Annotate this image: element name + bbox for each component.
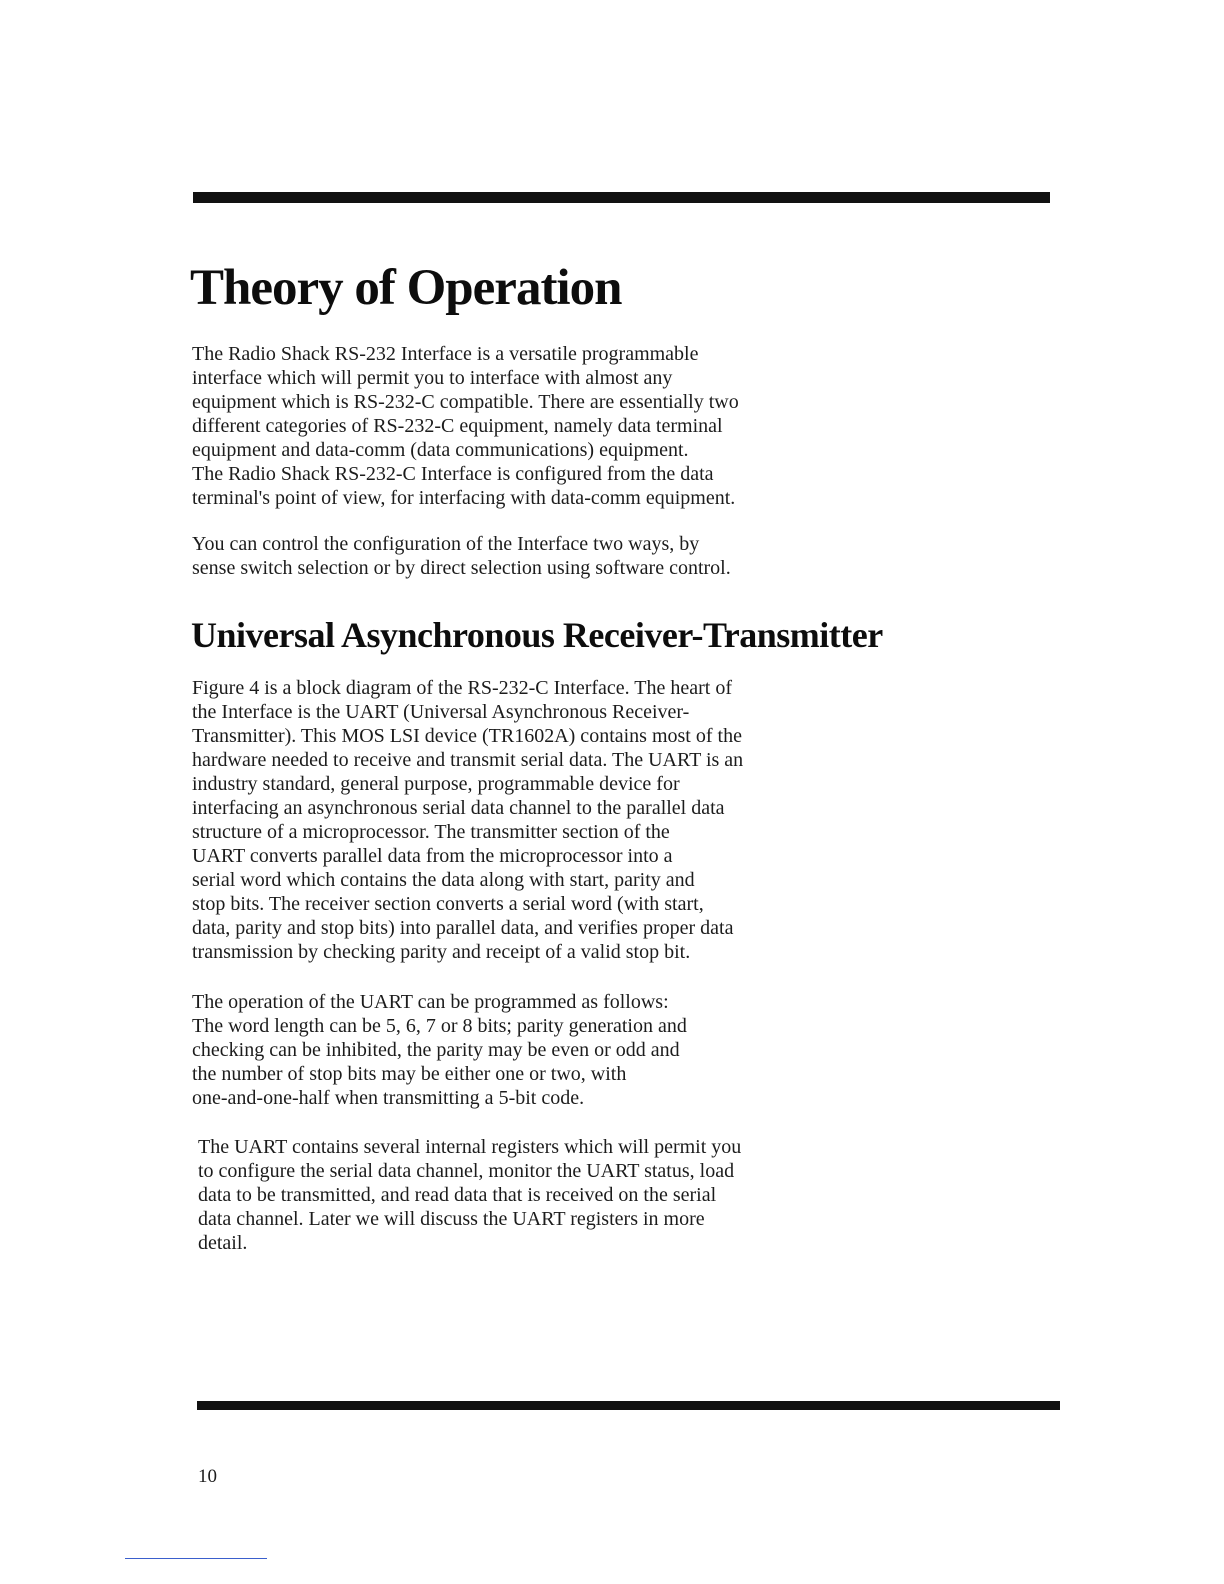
top-rule (193, 192, 1050, 203)
text-line: equipment which is RS-232-C compatible. There are essentially two (192, 391, 739, 413)
text-line: The operation of the UART can be programmed as follows: (192, 991, 669, 1013)
text-line: terminal's point of view, for interfacing with data-comm equipment. (192, 487, 736, 509)
text-line: one-and-one-half when transmitting a 5-bit code. (192, 1087, 585, 1109)
text-line: UART converts parallel data from the microprocessor into a (192, 845, 673, 867)
text-line: The word length can be 5, 6, 7 or 8 bits; parity generation and (192, 1015, 687, 1037)
text-line: interfacing an asynchronous serial data channel to the parallel data (192, 797, 725, 819)
text-line: interface which will permit you to interface with almost any (192, 367, 673, 389)
uart-paragraph-3 (198, 1135, 741, 1255)
text-line: serial word which contains the data along with start, parity and (192, 869, 695, 891)
text-line: different categories of RS-232-C equipment, namely data terminal (192, 415, 723, 437)
intro-paragraph-1 (192, 342, 739, 510)
text-line: industry standard, general purpose, programmable device for (192, 773, 680, 795)
scan-underline (125, 1558, 267, 1559)
text-line: detail. (198, 1232, 248, 1254)
text-line: the Interface is the UART (Universal Asynchronous Receiver- (192, 701, 690, 723)
uart-paragraph-1 (192, 676, 743, 964)
text-line: to configure the serial data channel, monitor the UART status, load (198, 1160, 735, 1182)
text-line: data to be transmitted, and read data that is received on the serial (198, 1184, 717, 1206)
text-line: data channel. Later we will discuss the UART registers in more (198, 1208, 705, 1230)
text-line: The UART contains several internal registers which will permit you (198, 1136, 742, 1158)
text-line: sense switch selection or by direct selection using software control. (192, 557, 731, 579)
page-number: 10 (198, 1466, 217, 1487)
text-line: Transmitter). This MOS LSI device (TR1602A) contains most of the (192, 725, 742, 747)
uart-paragraph-2 (192, 990, 687, 1110)
text-line: transmission by checking parity and receipt of a valid stop bit. (192, 941, 691, 963)
text-line: checking can be inhibited, the parity may be even or odd and (192, 1039, 680, 1061)
text-line: You can control the configuration of the Interface two ways, by (192, 533, 700, 555)
text-line: The Radio Shack RS-232-C Interface is configured from the data (192, 463, 714, 485)
text-line: equipment and data-comm (data communications) equipment. (192, 439, 689, 461)
text-line: The Radio Shack RS-232 Interface is a versatile programmable (192, 343, 699, 365)
page-title: Theory of Operation (190, 260, 622, 316)
intro-paragraph-2 (192, 532, 731, 580)
text-line: structure of a microprocessor. The transmitter section of the (192, 821, 670, 843)
text-line: stop bits. The receiver section converts a serial word (with start, (192, 893, 704, 915)
text-line: data, parity and stop bits) into parallel data, and verifies proper data (192, 917, 734, 939)
text-line: hardware needed to receive and transmit serial data. The UART is an (192, 749, 744, 771)
text-line: the number of stop bits may be either one or two, with (192, 1063, 627, 1085)
bottom-rule (197, 1401, 1060, 1410)
section-heading: Universal Asynchronous Receiver-Transmitter (191, 615, 883, 655)
text-line: Figure 4 is a block diagram of the RS-232-C Interface. The heart of (192, 677, 733, 699)
